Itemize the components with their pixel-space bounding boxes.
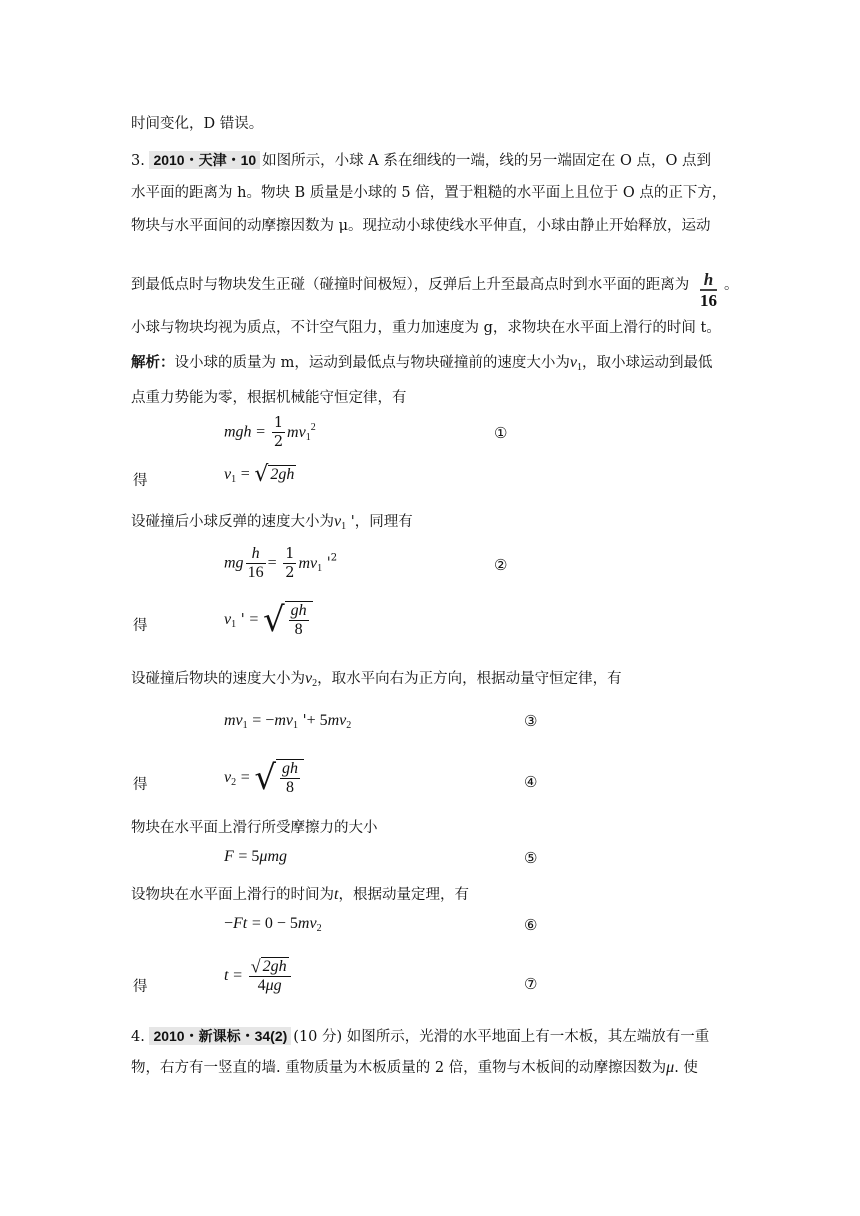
solution-text: 设碰撞后小球反弹的速度大小为 <box>131 514 334 530</box>
solution-text: 设小球的质量为 m，运动到最低点与物块碰撞前的速度大小为 <box>174 355 570 371</box>
equation-number: ⑤ <box>524 849 538 867</box>
equation-6: $-Ft = 0 - 5mv_2$ <box>224 915 322 934</box>
fraction-numerator: h <box>700 271 717 291</box>
equation-2-result: $v_1$ ' = √ $\frac{gh}{8}$ <box>224 600 313 640</box>
question-number: 4. <box>131 1029 145 1045</box>
fraction-denominator: 16 <box>700 291 717 310</box>
equation-7: t = $\frac{√ 2gh}{4\mu g}$ <box>224 957 293 995</box>
equation-number: ③ <box>524 712 538 730</box>
h-over-16-fraction <box>700 271 717 311</box>
de-label: 得 <box>133 777 148 793</box>
equation-number: ⑦ <box>524 975 538 993</box>
equation-3: $mv_1 = -mv_1$ '+ $5mv_2$ <box>224 712 352 731</box>
solution-text: ，取小球运动到最低 <box>581 355 713 371</box>
de-label: 得 <box>133 979 148 995</box>
var-v1: $v_1$ <box>569 354 582 373</box>
equation-number: ⑥ <box>524 916 538 934</box>
solution-text: ，同理有 <box>354 514 413 530</box>
equation-1-result: $v_1$ = √ 2gh <box>224 462 295 487</box>
question-4-line-2: 物，右方有一竖直的墙. 重物质量为木板质量的 2 倍，重物与木板间的动摩擦因数为μ. 使 <box>131 1059 698 1076</box>
solution-line-2: 点重力势能为零，根据机械能守恒定律，有 <box>131 390 407 406</box>
text-line: 时间变化，D 错误。 <box>131 116 264 132</box>
source-tag: 2010・新课标・34(2) <box>149 1027 291 1045</box>
solution-text: ，根据动量定理，有 <box>338 887 469 903</box>
solution-text: 设碰撞后物块的速度大小为 <box>131 671 305 687</box>
question-3-line-5: 小球与物块均视为质点，不计空气阻力，重力加速度为 g，求物块在水平面上滑行的时间 t。 <box>131 320 721 336</box>
question-number: 3. <box>131 153 145 169</box>
solution-text: ，取水平向右为正方向，根据动量守恒定律，有 <box>317 671 622 687</box>
solution-line-4: 设碰撞后物块的速度大小为$v_2$，取水平向右为正方向，根据动量守恒定律，有 <box>131 670 622 689</box>
solution-text: 设物块在水平面上滑行的时间为 <box>131 887 334 903</box>
equation-number: ② <box>494 556 508 574</box>
punct: 。 <box>724 277 739 293</box>
question-4-line-1 <box>131 1026 709 1047</box>
question-3-line-2: 水平面的距离为 h。物块 B 质量是小球的 5 倍，置于粗糙的水平面上且位于 O 点的正下方， <box>131 185 727 201</box>
solution-line-1 <box>131 353 712 378</box>
de-label: 得 <box>133 618 148 634</box>
equation-5: F = 5μmg <box>224 848 288 865</box>
solution-label: 解析： <box>131 354 175 371</box>
question-3-line-1 <box>131 150 711 171</box>
equation-number: ① <box>494 424 508 442</box>
solution-line-5: 物块在水平面上滑行所受摩擦力的大小 <box>131 820 378 836</box>
de-label: 得 <box>133 473 148 489</box>
question-text: 如图所示，小球 A 系在细线的一端，线的另一端固定在 O 点，O 点到 <box>262 153 711 169</box>
equation-4: $v_2$ = √ $\frac{gh}{8}$ <box>224 758 304 798</box>
solution-line-6: 设物块在水平面上滑行的时间为t，根据动量定理，有 <box>131 886 469 903</box>
question-3-line-4 <box>131 275 689 295</box>
question-text: (10 分) 如图所示，光滑的水平地面上有一木板，其左端放有一重 <box>293 1029 710 1045</box>
equation-number: ④ <box>524 773 538 791</box>
question-text: . 使 <box>674 1060 698 1076</box>
question-3-line-3: 物块与水平面间的动摩擦因数为 μ。现拉动小球使线水平伸直，小球由静止开始释放，运动 <box>131 218 711 234</box>
question-text: 物，右方有一竖直的墙. 重物质量为木板质量的 2 倍，重物与木板间的动摩擦因数为 <box>131 1060 667 1076</box>
question-text: 到最低点时与物块发生正碰（碰撞时间极短），反弹后上升至最高点时到水平面的距离为 <box>131 277 690 293</box>
equation-2: mg $\frac{h}{16}$ = $\frac{1}{2}$ $mv_1$ '$^2$ <box>224 545 338 581</box>
equation-1: mgh = $\frac{1}{2}$ $mv_1^2$ <box>224 415 316 450</box>
source-tag: 2010・天津・10 <box>149 151 260 169</box>
solution-line-3: 设碰撞后小球反弹的速度大小为$v_1$ '，同理有 <box>131 513 413 532</box>
